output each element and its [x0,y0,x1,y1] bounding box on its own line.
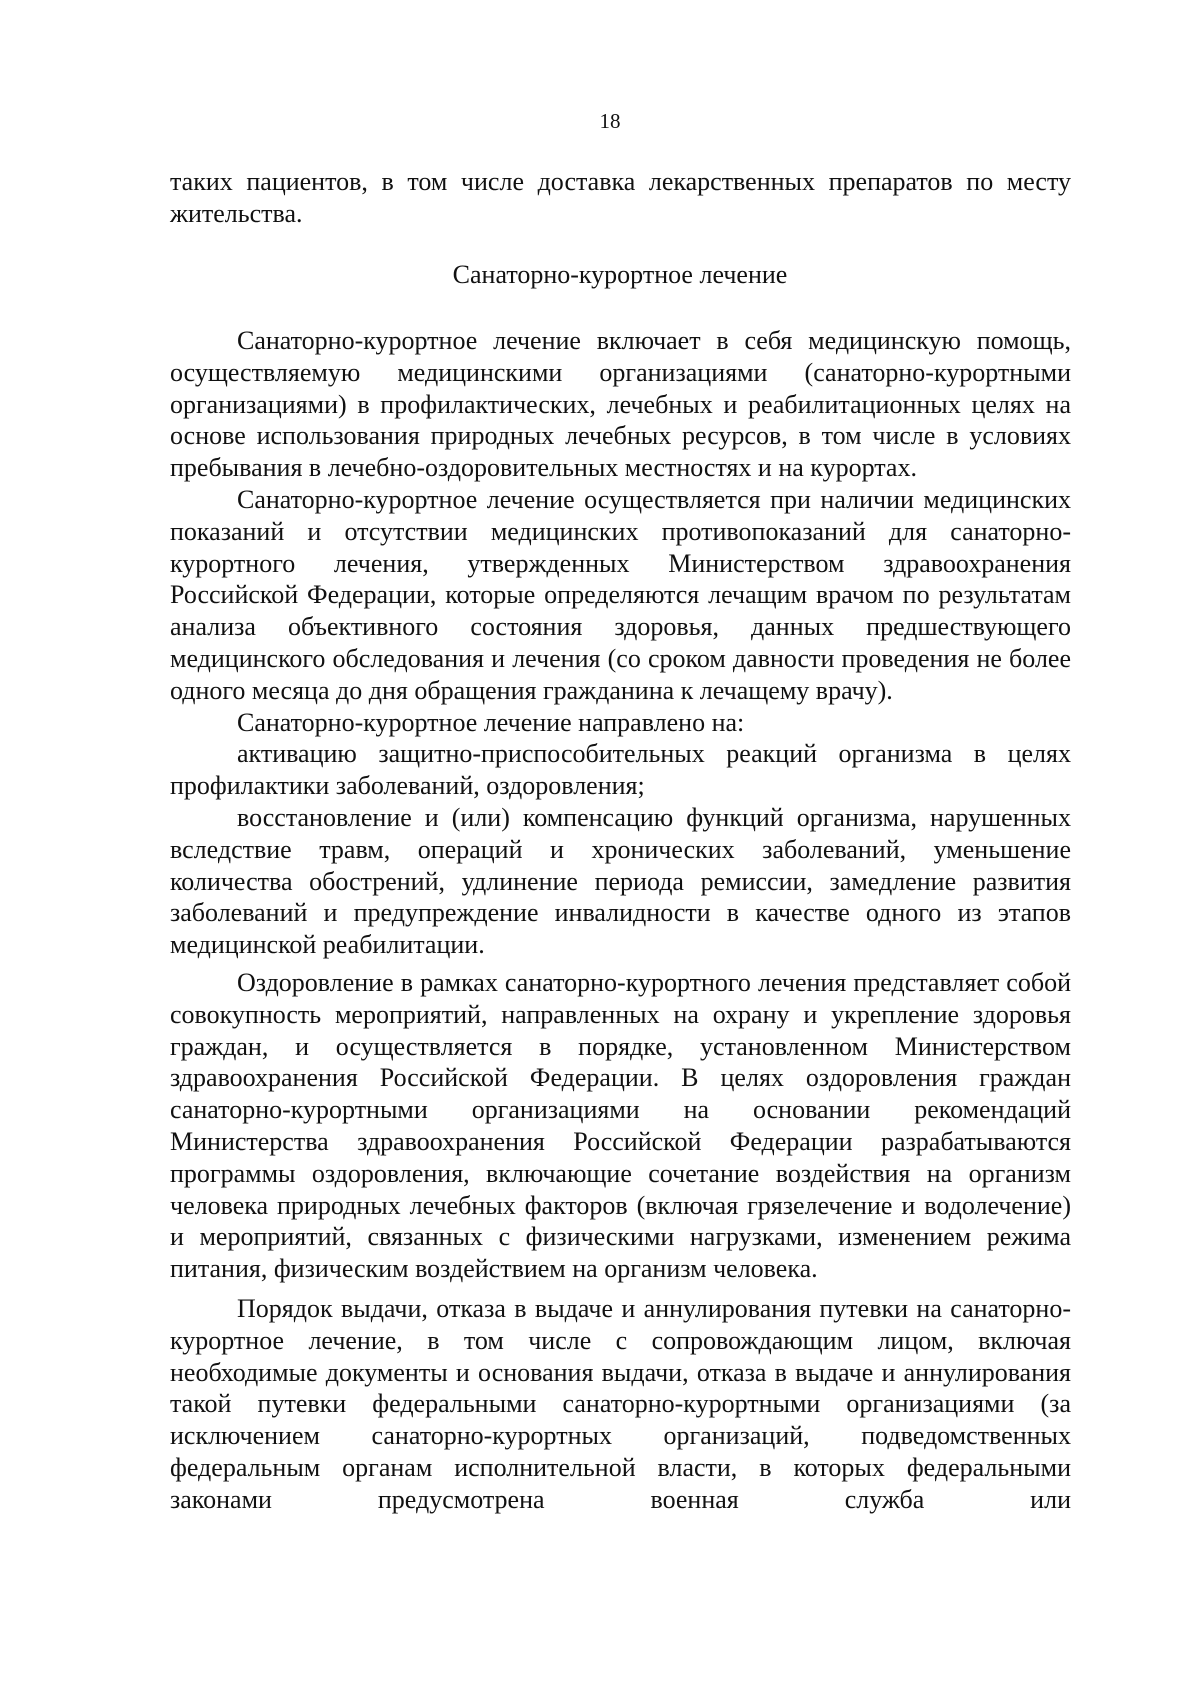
section-body [170,325,1071,1515]
paragraph-continuation-text: таких пациентов, в том числе доставка лекарственных препаратов по месту жительства. [170,167,1071,228]
page-number: 18 [599,109,621,133]
list-item: активацию защитно-приспособительных реакций организма в целях профилактики заболеваний, оздоровления; [170,739,1071,801]
paragraph: Оздоровление в рамках санаторно-курортного лечения представляет собой совокупность мероприятий, направленных на охрану и укрепление здоровья граждан, и осуществляется в порядке, установленном Министерством здравоохранения Российской Федерации. В целях оздоровления граждан санаторно-курортными организациями на основании рекомендаций Министерства здравоохранения Российской Федерации разрабатываются программы оздоровления, включающие сочетание воздействия на организм человека природных лечебных факторов (включая грязелечение и водолечение) и мероприятий, связанных с физическими нагрузками, изменением режима питания, физическим воздействием на организм человека. [170,967,1071,1284]
paragraph: Санаторно-курортное лечение направлено на: [237,707,745,737]
paragraph: Порядок выдачи, отказа в выдаче и аннулирования путевки на санаторно-курортное лечение, в том числе с сопровождающим лицом, включая необходимые документы и основания выдачи, отказа в выдаче и аннулирования такой путевки федеральными санаторно-курортными организациями (за исключением санаторно-курортных организаций, подведомственных федеральным органам исполнительной власти, в которых федеральными законами предусмотрена военная служба или [170,1293,1071,1514]
list-item: восстановление и (или) компенсацию функций организма, нарушенных вследствие травм, операций и хронических заболеваний, уменьшение количества обострений, удлинение периода ремиссии, замедление развития заболеваний и предупреждение инвалидности в качестве одного из этапов медицинской реабилитации. [170,802,1071,960]
section-heading: Санаторно-курортное лечение [452,260,788,289]
paragraph: Санаторно-курортное лечение включает в себя медицинскую помощь, осуществляемую медицинскими организациями (санаторно-курортными организациями) в профилактических, лечебных и реабилитационных целях на основе использования природных лечебных ресурсов, в том числе в условиях пребывания в лечебно-оздоровительных местностях и на курортах. [170,326,1071,483]
paragraph: Санаторно-курортное лечение осуществляется при наличии медицинских показаний и отсутствии медицинских противопоказаний для санаторно-курортного лечения, утвержденных Министерством здравоохранения Российской Федерации, которые определяются лечащим врачом по результатам анализа объективного состояния здоровья, данных предшествующего медицинского обследования и лечения (со сроком давности проведения не более одного месяца до дня обращения гражданина к лечащему врачу). [170,484,1071,705]
continuation-paragraph [170,166,1071,230]
